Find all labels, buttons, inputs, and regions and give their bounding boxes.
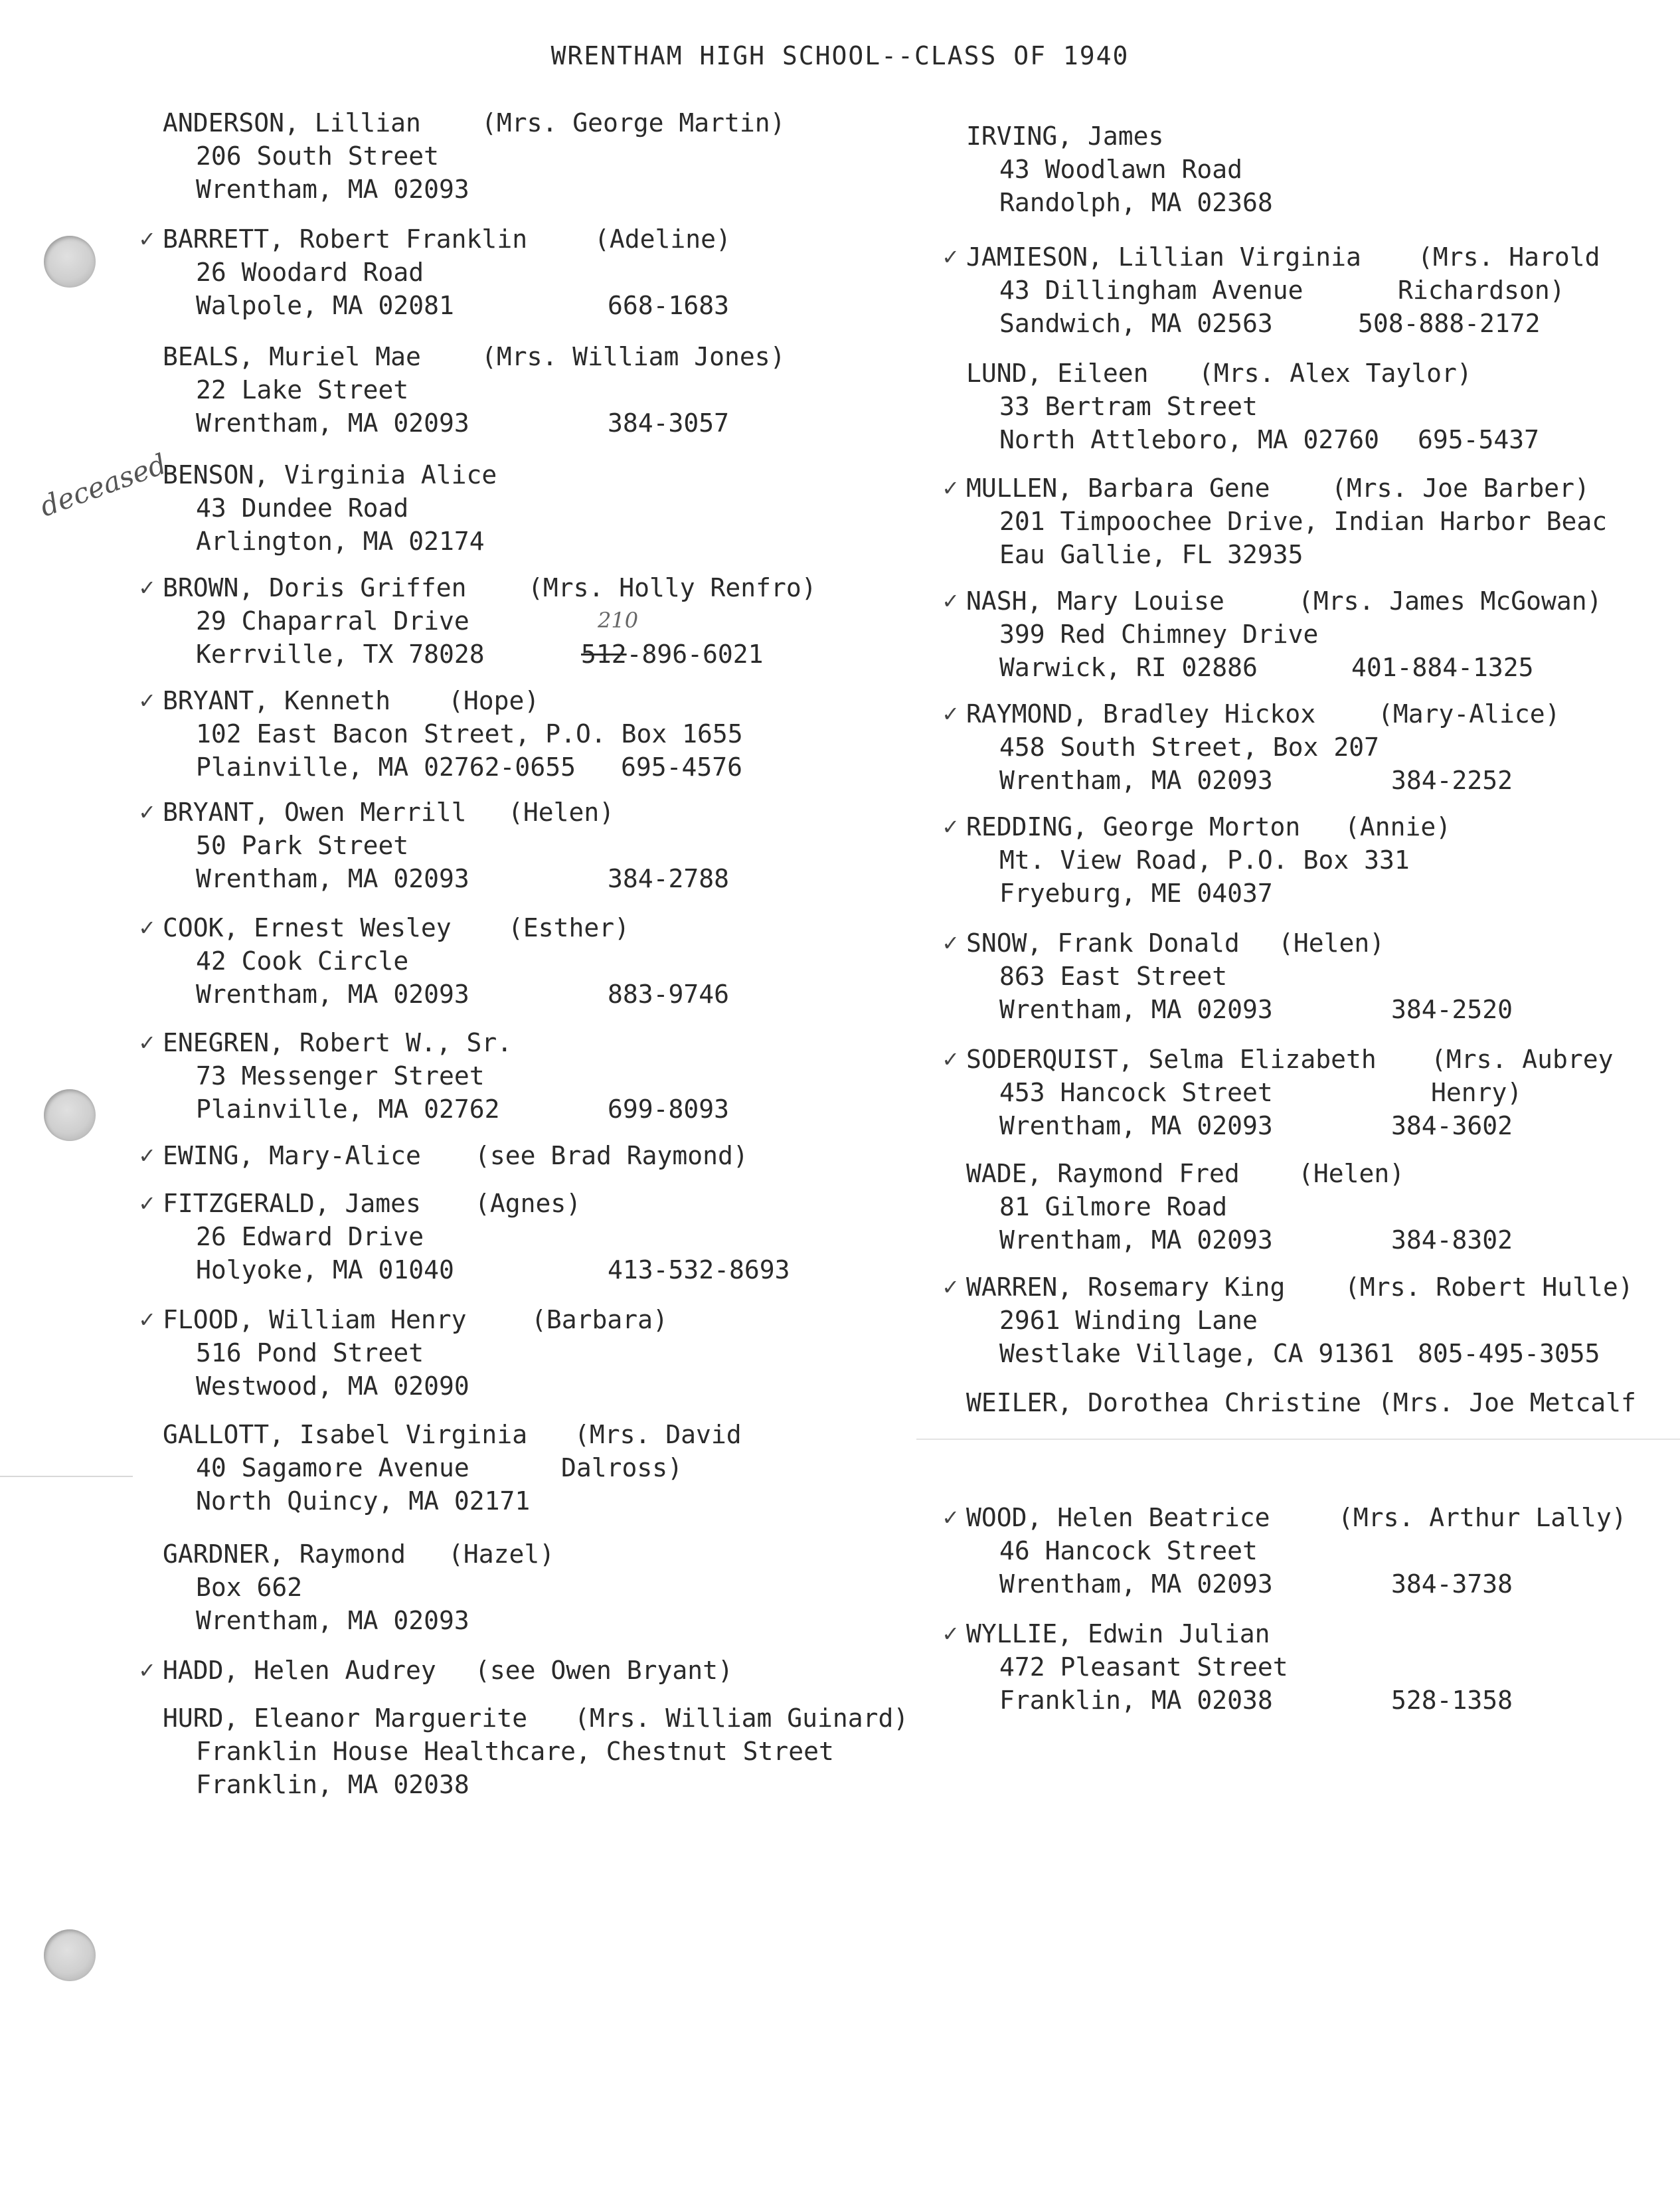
check-mark: ✓	[138, 226, 156, 252]
city-state-zip: Wrentham, MA 02093 384-2520	[966, 993, 1273, 1026]
phone-number: 384-8302	[1391, 1225, 1513, 1255]
phone-number: 413-532-8693	[608, 1255, 790, 1284]
classmate-name: EWING, Mary-Alice	[163, 1141, 421, 1170]
street-address: 206 South Street	[196, 141, 440, 171]
entry-name-line	[966, 1386, 1636, 1419]
spouse-note: (Mrs. William Jones)	[481, 342, 786, 371]
entry-name-line	[966, 810, 1452, 843]
entry-name-line	[966, 926, 1385, 960]
check-mark: ✓	[942, 814, 960, 839]
spouse-note: (Mary-Alice)	[1378, 699, 1560, 729]
street-address: 43 Dillingham Avenue Richardson)	[966, 274, 1361, 307]
check-mark: ✓	[942, 476, 960, 501]
street-address: Box 662	[196, 1573, 303, 1602]
city-state-zip: Wrentham, MA 02093 384-8302	[966, 1223, 1273, 1257]
city-state-zip: Kerrville, TX 78028 512-896-6021	[163, 638, 485, 671]
classmate-name: HURD, Eleanor Marguerite	[163, 1704, 528, 1733]
roster-entry	[966, 1386, 1636, 1419]
check-mark: ✓	[138, 1030, 156, 1055]
classmate-name: GALLOTT, Isabel Virginia	[163, 1420, 528, 1449]
entry-name-line	[163, 1026, 512, 1059]
spouse-note: (Mrs. Robert Hulle)	[1345, 1273, 1634, 1302]
entry-name-line	[163, 458, 497, 491]
street-address: 81 Gilmore Road	[999, 1192, 1228, 1221]
classmate-name: COOK, Ernest Wesley	[163, 913, 452, 942]
city-state-zip: Wrentham, MA 02093 384-3602	[966, 1109, 1377, 1142]
spouse-note: (see Owen Bryant)	[475, 1656, 733, 1685]
spouse-note: (Esther)	[508, 913, 630, 942]
roster-entry	[966, 697, 1560, 797]
punch-hole-middle	[44, 1089, 96, 1141]
street-address: 472 Pleasant Street	[999, 1652, 1288, 1682]
street-address: 29 Chaparral Drive	[196, 606, 469, 636]
classmate-name: MULLEN, Barbara Gene	[966, 474, 1270, 503]
street-address: 46 Hancock Street	[999, 1536, 1258, 1565]
city-state-zip: Eau Gallie, FL 32935	[999, 540, 1303, 569]
spouse-note: (Hope)	[448, 686, 540, 715]
entry-name-line	[163, 1654, 733, 1687]
street-address: 102 East Bacon Street, P.O. Box 1655	[196, 719, 743, 748]
entry-name-line	[966, 240, 1600, 274]
phone-number: 512-896-6021	[581, 640, 764, 669]
spouse-note: (Adeline)	[594, 224, 731, 254]
city-state-zip: Sandwich, MA 02563 508-888-2172	[966, 307, 1361, 340]
spouse-note-continued: Henry)	[1431, 1078, 1523, 1107]
city-state-zip: Randolph, MA 02368	[999, 188, 1273, 217]
roster-entry	[163, 1538, 555, 1637]
entry-name-line	[966, 1271, 1634, 1304]
classmate-name: NASH, Mary Louise	[966, 586, 1224, 616]
entry-name-line	[966, 120, 1273, 153]
city-state-zip: Warwick, RI 02886 401-884-1325	[966, 651, 1318, 684]
roster-entry	[163, 1026, 730, 1126]
roster-entry	[163, 796, 730, 895]
classmate-name: WYLLIE, Edwin Julian	[966, 1619, 1270, 1648]
check-mark: ✓	[942, 1275, 960, 1300]
spouse-note-continued: Dalross)	[561, 1453, 683, 1482]
phone-number: 384-3738	[1391, 1569, 1513, 1599]
city-state-zip: North Attleboro, MA 02760 695-5437	[966, 423, 1379, 456]
punch-hole-top	[44, 236, 96, 288]
entry-name-line	[966, 1043, 1614, 1076]
roster-entry	[163, 1418, 742, 1518]
roster-entry	[966, 584, 1602, 684]
classmate-name: SNOW, Frank Donald	[966, 928, 1240, 958]
roster-entry	[163, 1654, 733, 1687]
check-mark: ✓	[138, 1191, 156, 1216]
handwritten-area-code: 210	[598, 608, 639, 633]
street-address: 2961 Winding Lane	[999, 1306, 1258, 1335]
spouse-note: (Helen)	[1298, 1159, 1405, 1188]
street-address: Mt. View Road, P.O. Box 331	[999, 845, 1410, 875]
phone-number: 695-4576	[621, 752, 743, 782]
city-state-zip: North Quincy, MA 02171	[196, 1486, 531, 1516]
roster-entry	[966, 472, 1607, 571]
entry-name-line	[163, 796, 615, 829]
spouse-note: (Helen)	[1278, 928, 1385, 958]
street-address: 33 Bertram Street	[999, 392, 1258, 421]
roster-entry	[163, 106, 786, 206]
spouse-note: (Agnes)	[475, 1189, 582, 1218]
roster-entry	[966, 1157, 1513, 1257]
roster-entry	[163, 1139, 748, 1172]
spouse-note: (Mrs. Arthur Lally)	[1338, 1503, 1627, 1532]
check-mark: ✓	[942, 588, 960, 614]
classmate-name: RAYMOND, Bradley Hickox	[966, 699, 1316, 729]
city-state-zip: Wrentham, MA 02093 384-3738	[966, 1567, 1273, 1601]
classmate-name: HADD, Helen Audrey	[163, 1656, 436, 1685]
page-title: WRENTHAM HIGH SCHOOL--CLASS OF 1940	[550, 41, 1130, 70]
page-mark-right	[916, 1439, 1680, 1440]
page-mark-left	[0, 1476, 133, 1477]
entry-name-line	[163, 911, 630, 944]
entry-name-line	[163, 106, 786, 139]
street-address: 43 Woodlawn Road	[999, 155, 1243, 184]
spouse-note: (see Brad Raymond)	[475, 1141, 748, 1170]
classmate-name: JAMIESON, Lillian Virginia	[966, 242, 1361, 272]
roster-entry	[163, 340, 786, 440]
check-mark: ✓	[138, 575, 156, 600]
classmate-name: BROWN, Doris Griffen	[163, 573, 467, 602]
phone-number: 668-1683	[608, 291, 730, 320]
city-state-zip: Westwood, MA 02090	[196, 1371, 469, 1401]
spouse-note: (Mrs. Aubrey	[1431, 1045, 1614, 1074]
street-address: 516 Pond Street	[196, 1338, 424, 1367]
entry-name-line	[966, 584, 1602, 618]
city-state-zip: Franklin, MA 02038	[196, 1770, 469, 1799]
check-mark: ✓	[942, 244, 960, 270]
street-address: 26 Woodard Road	[196, 258, 424, 287]
spouse-note: (Mrs. Harold	[1418, 242, 1600, 272]
city-state-zip: Arlington, MA 02174	[196, 527, 485, 556]
city-state-zip: Wrentham, MA 02093 883-9746	[163, 978, 469, 1011]
entry-name-line	[163, 684, 743, 717]
entry-name-line	[966, 357, 1472, 390]
roster-entry	[966, 810, 1452, 910]
phone-number: 695-5437	[1418, 425, 1540, 454]
phone-number: 384-2252	[1391, 766, 1513, 795]
city-state-zip: Franklin, MA 02038 528-1358	[966, 1684, 1288, 1717]
street-address: 458 South Street, Box 207	[999, 733, 1379, 762]
street-address: 22 Lake Street	[196, 375, 409, 404]
street-address: 73 Messenger Street	[196, 1061, 485, 1091]
street-address: 50 Park Street	[196, 831, 409, 860]
entry-name-line	[163, 222, 731, 256]
check-mark: ✓	[942, 1505, 960, 1530]
spouse-note: (Barbara)	[531, 1305, 668, 1334]
spouse-note: (Mrs. Joe Metcalf	[1378, 1388, 1636, 1417]
city-state-zip: Holyoke, MA 01040 413-532-8693	[163, 1253, 454, 1286]
check-mark: ✓	[138, 1658, 156, 1683]
classmate-name: WEILER, Dorothea Christine	[966, 1388, 1361, 1417]
spouse-note: (Mrs. Alex Taylor)	[1199, 359, 1472, 388]
city-state-zip: Fryeburg, ME 04037	[999, 879, 1273, 908]
city-state-zip: Plainville, MA 02762 699-8093	[163, 1093, 512, 1126]
classmate-name: SODERQUIST, Selma Elizabeth	[966, 1045, 1377, 1074]
check-mark: ✓	[138, 688, 156, 713]
punch-hole-bottom	[44, 1929, 96, 1981]
classmate-name: FITZGERALD, James	[163, 1189, 421, 1218]
classmate-name: FLOOD, William Henry	[163, 1305, 467, 1334]
phone-number: 805-495-3055	[1418, 1339, 1600, 1368]
phone-number: 508-888-2172	[1358, 309, 1541, 338]
classmate-name: BENSON, Virginia Alice	[163, 460, 497, 489]
street-address: 42 Cook Circle	[196, 946, 409, 976]
city-state-zip: Wrentham, MA 02093 384-2788	[163, 862, 469, 895]
spouse-note: (Mrs. James McGowan)	[1298, 586, 1602, 616]
street-address: 201 Timpoochee Drive, Indian Harbor Beac	[999, 507, 1608, 536]
city-state-zip: Wrentham, MA 02093	[196, 175, 469, 204]
entry-name-line	[163, 571, 817, 604]
roster-entry	[163, 1187, 790, 1286]
classmate-name: ENEGREN, Robert W., Sr.	[163, 1028, 513, 1057]
entry-name-line	[163, 1418, 742, 1451]
entry-name-line	[163, 340, 786, 373]
phone-number: 883-9746	[608, 980, 730, 1009]
city-state-zip: Wrentham, MA 02093 384-2252	[966, 764, 1379, 797]
city-state-zip: Wrentham, MA 02093	[196, 1606, 469, 1635]
street-address: 40 Sagamore Avenue Dalross)	[163, 1451, 530, 1484]
classmate-name: BARRETT, Robert Franklin	[163, 224, 528, 254]
roster-entry	[966, 1501, 1627, 1601]
check-mark: ✓	[942, 701, 960, 727]
entry-name-line	[163, 1187, 582, 1220]
spouse-note: (Annie)	[1345, 812, 1452, 841]
classmate-name: WOOD, Helen Beatrice	[966, 1503, 1270, 1532]
roster-entry	[163, 222, 731, 322]
deceased-handwritten-note: deceased	[35, 447, 171, 523]
roster-entry	[966, 1043, 1614, 1142]
roster-entry	[966, 1271, 1634, 1370]
spouse-note: (Mrs. William Guinard)	[574, 1704, 909, 1733]
roster-entry	[163, 458, 497, 558]
roster-entry	[163, 1702, 909, 1801]
roster-entry	[163, 684, 743, 784]
classmate-name: IRVING, James	[966, 122, 1164, 151]
classmate-name: BRYANT, Owen Merrill	[163, 798, 467, 827]
street-address: 43 Dundee Road	[196, 493, 409, 523]
phone-number: 699-8093	[608, 1095, 730, 1124]
classmate-name: GARDNER, Raymond	[163, 1539, 406, 1569]
spouse-note: (Mrs. David	[574, 1420, 742, 1449]
classmate-name: REDDING, George Morton	[966, 812, 1301, 841]
phone-number: 528-1358	[1391, 1686, 1513, 1715]
city-state-zip: Wrentham, MA 02093 384-3057	[163, 406, 469, 440]
struck-area-code: 512	[581, 640, 627, 669]
roster-entry	[163, 1303, 668, 1403]
street-address: 399 Red Chimney Drive	[999, 620, 1319, 649]
phone-number: 384-3602	[1391, 1111, 1513, 1140]
street-address: 26 Edward Drive	[196, 1222, 424, 1251]
phone-number: 384-2520	[1391, 995, 1513, 1024]
classmate-name: BEALS, Muriel Mae	[163, 342, 421, 371]
street-address: Franklin House Healthcare, Chestnut Street	[196, 1737, 834, 1766]
classmate-name: LUND, Eileen	[966, 359, 1149, 388]
phone-number: 401-884-1325	[1351, 653, 1534, 682]
city-state-zip: Walpole, MA 02081 668-1683	[163, 289, 527, 322]
spouse-note: (Mrs. George Martin)	[481, 108, 786, 137]
entry-name-line	[966, 1617, 1288, 1650]
city-state-zip: Westlake Village, CA 91361 805-495-3055	[966, 1337, 1394, 1370]
spouse-note: (Hazel)	[448, 1539, 555, 1569]
spouse-note-continued: Richardson)	[1398, 276, 1565, 305]
street-address: 453 Hancock Street Henry)	[966, 1076, 1377, 1109]
classmate-name: ANDERSON, Lillian	[163, 108, 421, 137]
entry-name-line	[966, 472, 1607, 505]
entry-name-line	[163, 1702, 909, 1735]
entry-name-line	[966, 697, 1560, 731]
classmate-name: BRYANT, Kenneth	[163, 686, 391, 715]
classmate-name: WADE, Raymond Fred	[966, 1159, 1240, 1188]
check-mark: ✓	[138, 1143, 156, 1168]
entry-name-line	[163, 1303, 668, 1336]
roster-entry	[163, 911, 730, 1011]
check-mark: ✓	[942, 930, 960, 956]
street-address: 863 East Street	[999, 962, 1228, 991]
check-mark: ✓	[942, 1047, 960, 1072]
entry-name-line	[163, 1139, 748, 1172]
city-state-zip: Plainville, MA 02762-0655 695-4576	[163, 750, 743, 784]
check-mark: ✓	[138, 1307, 156, 1332]
roster-entry	[966, 240, 1600, 340]
check-mark: ✓	[138, 800, 156, 825]
entry-name-line	[163, 1538, 555, 1571]
classmate-name: WARREN, Rosemary King	[966, 1273, 1286, 1302]
spouse-note: (Helen)	[508, 798, 615, 827]
roster-entry	[966, 1617, 1513, 1717]
roster-entry	[966, 120, 1273, 219]
spouse-note: (Mrs. Holly Renfro)	[528, 573, 817, 602]
entry-name-line	[966, 1157, 1405, 1190]
roster-entry	[966, 926, 1513, 1026]
phone-number: 384-2788	[608, 864, 730, 893]
check-mark: ✓	[138, 915, 156, 940]
spouse-note: (Mrs. Joe Barber)	[1331, 474, 1590, 503]
entry-name-line	[966, 1501, 1627, 1534]
roster-entry	[966, 357, 1540, 456]
phone-number: 384-3057	[608, 408, 730, 438]
check-mark: ✓	[942, 1621, 960, 1646]
